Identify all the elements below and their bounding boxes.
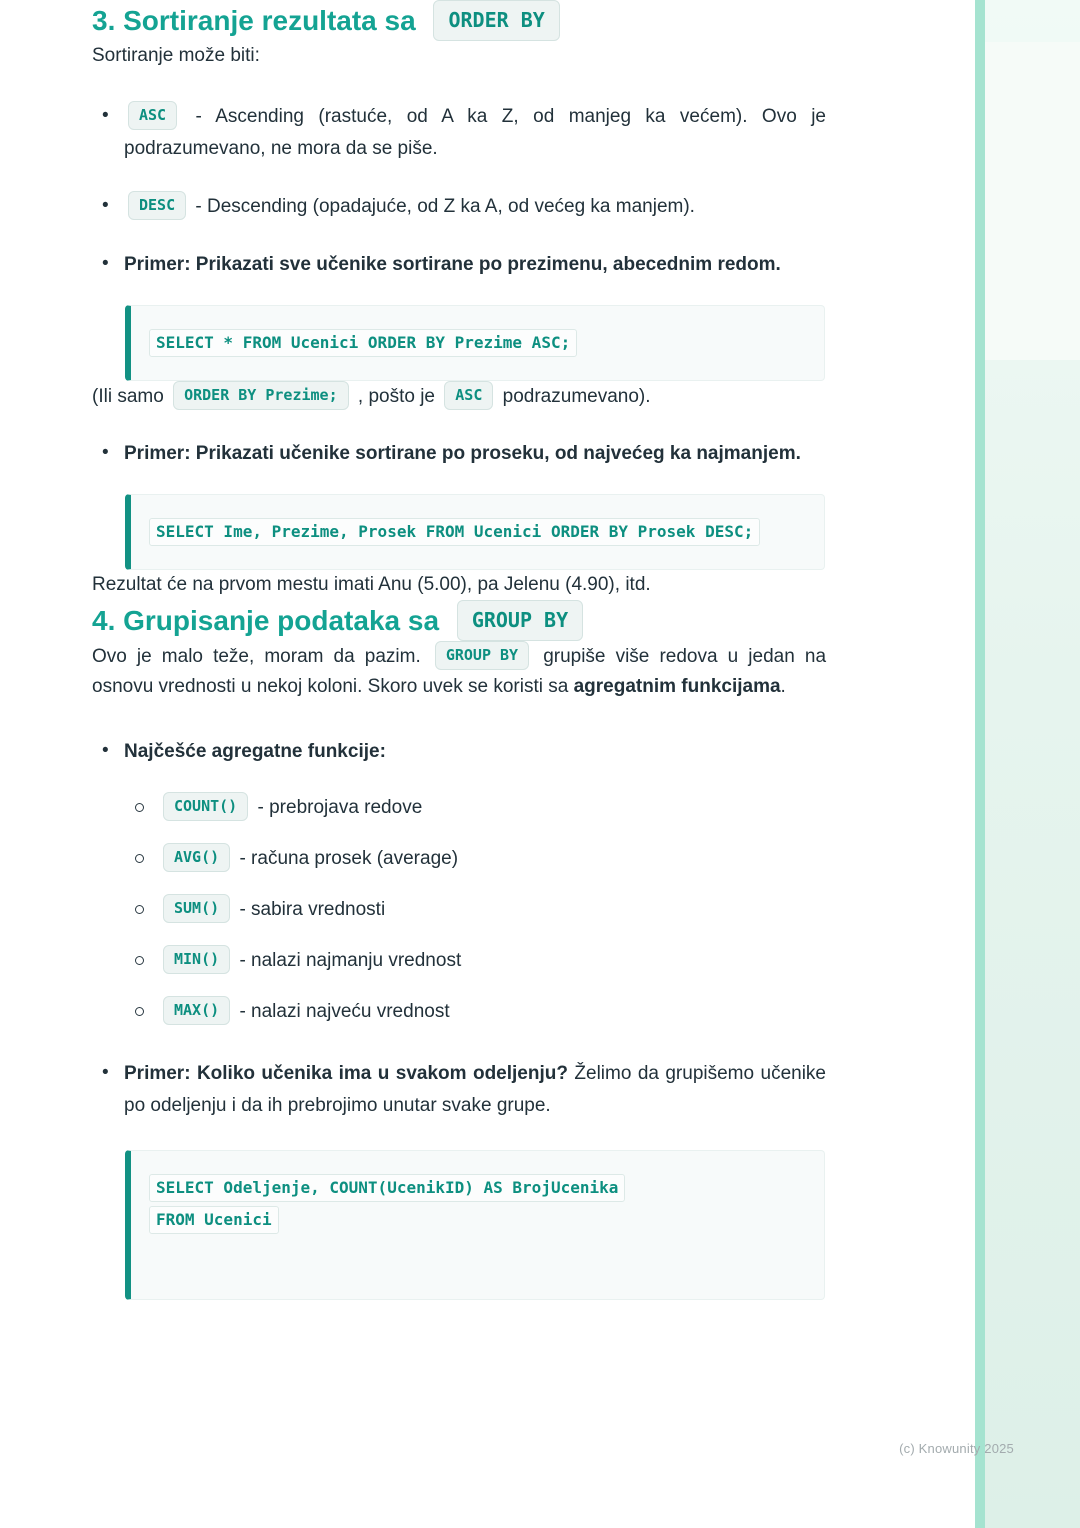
- count-text: - prebrojava redove: [257, 797, 423, 818]
- code-line: SELECT * FROM Ucenici ORDER BY Prezime ASC;: [149, 329, 577, 357]
- code-block-order-by-asc: [125, 305, 825, 381]
- circle-bullet-marker: [135, 803, 159, 812]
- bullet-marker: •: [102, 105, 109, 126]
- group-by-chip: GROUP BY: [457, 600, 583, 641]
- result-text: Rezultat će na prvom mestu imati Anu (5.00), pa Jelenu (4.90), itd.: [92, 574, 651, 595]
- circle-bullet-marker: [135, 1007, 159, 1016]
- agg-item-max-body: [159, 996, 450, 1026]
- code-block-group-by: [125, 1150, 825, 1300]
- circle-bullet-marker: [135, 905, 159, 914]
- section-4-list: [92, 736, 826, 1300]
- list-item-agg-title: [92, 736, 826, 768]
- watermark: (c) Knowunity 2025: [899, 1441, 1014, 1456]
- intro-mid: grupiše više redova u jedan na osnovu vrednosti u nekoj koloni. Skoro uvek se koristi sa: [92, 646, 827, 697]
- agg-item-sum: [125, 894, 826, 924]
- primer-2-text: Primer: Prikazati učenike sortirane po proseku, od najvećeg ka najmanjem.: [124, 443, 801, 464]
- code-line: FROM Ucenici: [149, 1206, 279, 1234]
- list-item-asc-body: [124, 101, 826, 165]
- sum-text: - sabira vrednosti: [239, 899, 386, 920]
- note-post: podrazumevano).: [502, 386, 651, 407]
- desc-text: - Descending (opadajuće, od Z ka A, od većeg ka manjem).: [195, 196, 695, 217]
- agg-item-count-body: [159, 792, 422, 822]
- document-content: [92, 0, 826, 1300]
- agg-item-avg-body: [159, 843, 458, 873]
- bullet-marker: •: [102, 195, 109, 216]
- min-text: - nalazi najmanju vrednost: [239, 950, 462, 971]
- order-by-prezime-chip: ORDER BY Prezime;: [173, 381, 349, 410]
- right-top-block: [985, 42, 1080, 360]
- section-4-heading-text: 4. Grupisanje podataka sa: [92, 605, 440, 636]
- section-3-heading-text: 3. Sortiranje rezultata sa: [92, 5, 416, 36]
- list-item-desc-body: [124, 191, 826, 223]
- section-4-intro: [92, 641, 826, 702]
- primer-3-bold: Primer: Koliko učenika ima u svakom odeljenju?: [124, 1063, 568, 1084]
- avg-chip: AVG(): [163, 843, 230, 872]
- circle-bullet-marker: [135, 854, 159, 863]
- primer-3-text: Želimo da grupišemo učenike po odeljenju i da ih prebrojimo unutar svake grupe.: [124, 1063, 826, 1116]
- asc-text: - Ascending (rastuće, od A ka Z, od manjeg ka većem). Ovo je podrazumevano, ne mora da se piše.: [124, 106, 826, 159]
- note-order-by: [92, 381, 826, 412]
- note-mid: , pošto je: [357, 386, 435, 407]
- agg-item-sum-body: [159, 894, 385, 924]
- desc-chip: DESC: [128, 191, 186, 220]
- order-by-chip: ORDER BY: [433, 0, 559, 41]
- agg-item-max: [125, 996, 826, 1026]
- aggregate-functions-list: [125, 792, 826, 1026]
- section-3-heading: [92, 0, 826, 41]
- section-3-list: [92, 101, 826, 600]
- group-by-inline-chip: GROUP BY: [435, 641, 529, 670]
- intro-end: .: [780, 676, 786, 697]
- list-item-desc: [92, 191, 826, 223]
- list-item-primer-2: [92, 438, 826, 470]
- intro-pre: Ovo je malo teže, moram da pazim.: [92, 646, 421, 667]
- asc-chip: ASC: [128, 101, 177, 130]
- right-accent-line: [975, 0, 985, 1528]
- section-3-intro: Sortiranje može biti:: [92, 45, 260, 66]
- section-4-heading: [92, 600, 826, 641]
- list-item-primer-1: [92, 249, 826, 281]
- bullet-marker: •: [102, 740, 109, 761]
- agg-item-count: [125, 792, 826, 822]
- avg-text: - računa prosek (average): [239, 848, 459, 869]
- list-item-asc: [92, 101, 826, 165]
- bullet-marker: •: [102, 1062, 109, 1083]
- bullet-marker: •: [102, 253, 109, 274]
- code-line: SELECT Odeljenje, COUNT(UcenikID) AS BrojUcenika: [149, 1174, 625, 1202]
- bullet-marker: •: [102, 442, 109, 463]
- code-block-order-by-desc: [125, 494, 825, 570]
- primer-1-text: Primer: Prikazati sve učenike sortirane po prezimenu, abecednim redom.: [124, 254, 781, 275]
- primer-3-body: [124, 1058, 826, 1122]
- sum-chip: SUM(): [163, 894, 230, 923]
- agg-item-min-body: [159, 945, 461, 975]
- agg-item-min: [125, 945, 826, 975]
- min-chip: MIN(): [163, 945, 230, 974]
- circle-bullet-marker: [135, 956, 159, 965]
- intro-bold: agregatnim funkcijama: [573, 676, 781, 697]
- count-chip: COUNT(): [163, 792, 248, 821]
- note-pre: (Ili samo: [92, 386, 164, 407]
- max-text: - nalazi najveću vrednost: [239, 1001, 450, 1022]
- list-item-primer-3: [92, 1058, 826, 1122]
- asc-inline-chip: ASC: [444, 381, 493, 410]
- code-line: SELECT Ime, Prezime, Prosek FROM Ucenici ORDER BY Prosek DESC;: [149, 518, 760, 546]
- agg-title-text: Najčešće agregatne funkcije:: [124, 741, 386, 762]
- agg-item-avg: [125, 843, 826, 873]
- max-chip: MAX(): [163, 996, 230, 1025]
